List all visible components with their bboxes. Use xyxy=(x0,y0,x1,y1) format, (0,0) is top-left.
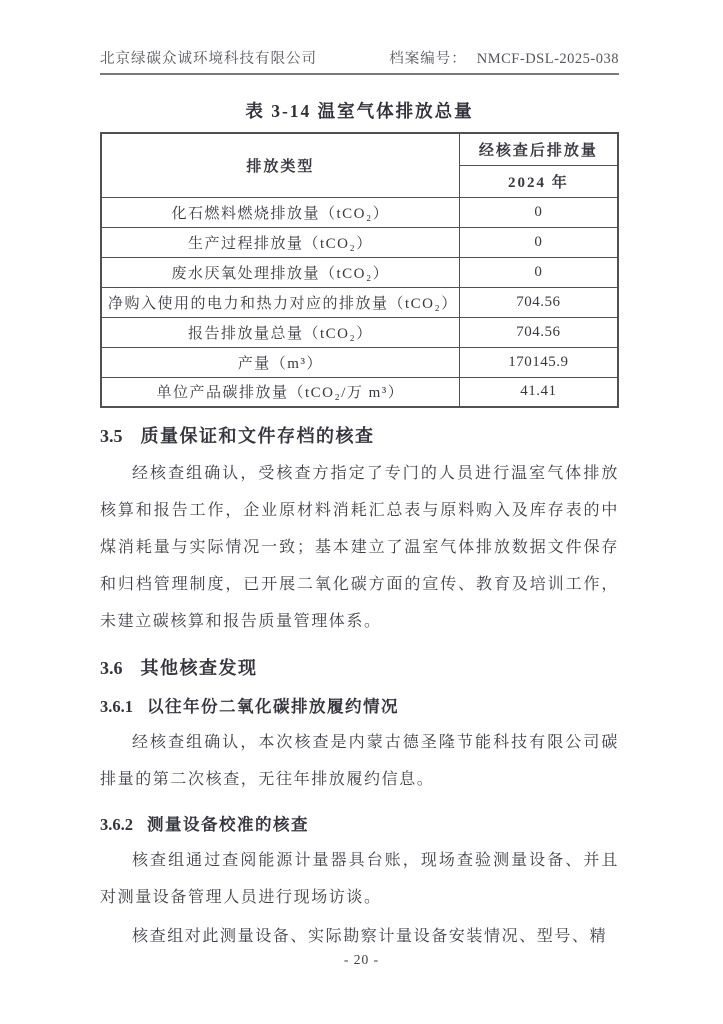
paragraph-3-5: 经核查组确认，受核查方指定了专门的人员进行温室气体排放核算和报告工作，企业原材料消耗汇总表与原料购入及库存表的中煤消耗量与实际情况一致；基本建立了温室气体排放数据文件保存和归档管理制度，已开展二氧化碳方面的宣传、教育及培训工作，未建立碳核算和报告质量管理体系。 xyxy=(100,465,619,630)
table-row xyxy=(101,347,618,377)
section-number: 3.6.2 xyxy=(100,815,133,834)
section-heading-3-6 xyxy=(100,654,619,680)
row-label: 净购入使用的电力和热力对应的排放量（tCO₂） xyxy=(101,287,459,317)
row-value: 0 xyxy=(459,227,618,257)
row-label: 生产过程排放量（tCO₂） xyxy=(101,227,459,257)
row-label: 单位产品碳排放量（tCO₂/万 m³） xyxy=(101,377,459,407)
row-label: 废水厌氧处理排放量（tCO₂） xyxy=(101,257,459,287)
section-number: 3.6.1 xyxy=(100,697,133,716)
column-header-emission-type: 排放类型 xyxy=(101,133,459,197)
paragraph-3-6-2b: 核查组对此测量设备、实际勘察计量设备安装情况、型号、精 xyxy=(132,928,608,945)
section-title: 测量设备校准的核查 xyxy=(147,815,309,834)
row-value: 170145.9 xyxy=(459,347,618,377)
section-heading-3-6-2 xyxy=(100,811,619,835)
row-label: 报告排放量总量（tCO₂） xyxy=(101,317,459,347)
emissions-table xyxy=(100,132,619,408)
column-header-verified-emission: 经核查后排放量 xyxy=(459,133,618,165)
table-header-row-1 xyxy=(101,133,618,165)
table-row xyxy=(101,317,618,347)
section-number: 3.5 xyxy=(100,426,123,446)
section-title: 以往年份二氧化碳排放履约情况 xyxy=(147,697,399,716)
table-row xyxy=(101,377,618,407)
section-heading-3-5 xyxy=(100,422,619,448)
column-header-year: 2024 年 xyxy=(459,165,618,197)
row-value: 0 xyxy=(459,197,618,227)
table-row xyxy=(101,257,618,287)
table-title: 表 3-14 温室气体排放总量 xyxy=(245,101,474,121)
table-row xyxy=(101,287,618,317)
paragraph-3-6-1: 经核查组确认，本次核查是内蒙古德圣隆节能科技有限公司碳排量的第二次核查，无往年排放履约信息。 xyxy=(100,734,619,788)
table-row xyxy=(101,197,618,227)
paragraph-3-6-2a: 核查组通过查阅能源计量器具台账，现场查验测量设备、并且对测量设备管理人员进行现场访谈。 xyxy=(100,852,619,906)
header-company-name: 北京绿碳众诚环境科技有限公司 xyxy=(100,51,317,67)
header-divider xyxy=(100,73,619,75)
section-number: 3.6 xyxy=(100,658,123,678)
row-value: 704.56 xyxy=(459,317,618,347)
row-value: 0 xyxy=(459,257,618,287)
section-heading-3-6-1 xyxy=(100,693,619,717)
row-value: 41.41 xyxy=(459,377,618,407)
row-label: 化石燃料燃烧排放量（tCO₂） xyxy=(101,197,459,227)
section-title: 其他核查发现 xyxy=(140,658,258,678)
table-row xyxy=(101,227,618,257)
row-label: 产量（m³） xyxy=(101,347,459,377)
archive-label: 档案编号： xyxy=(389,51,467,67)
archive-value: NMCF-DSL-2025-038 xyxy=(476,51,619,67)
header-archive-number xyxy=(389,47,619,68)
page-number: - 20 - xyxy=(343,952,380,967)
document-header xyxy=(100,47,619,68)
row-value: 704.56 xyxy=(459,287,618,317)
section-title: 质量保证和文件存档的核查 xyxy=(140,426,375,446)
